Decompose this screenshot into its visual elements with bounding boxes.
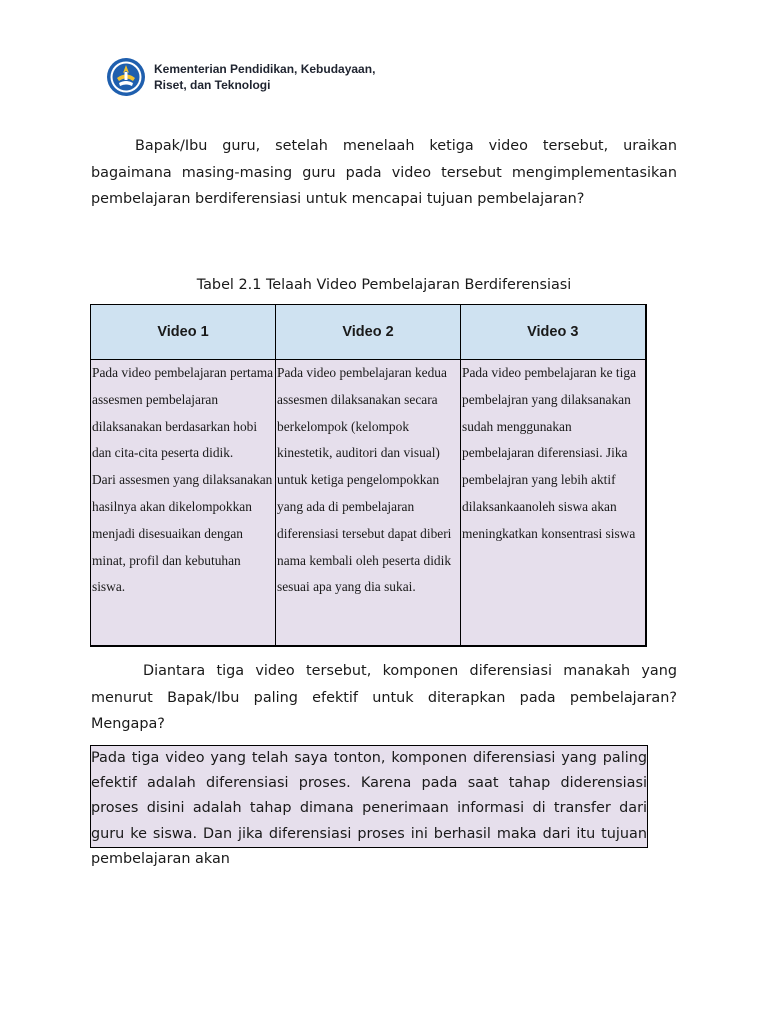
header-video-2: Video 2	[276, 305, 461, 360]
cell-video-2[interactable]: Pada video pembelajaran kedua assesmen dilaksanakan secara berkelompok (kelompok kinestetik, auditori dan visual) untuk ketiga pengelompokkan yang ada di pembelajaran diferensiasi tersebut dapat diberi nama kembali oleh peserta didik sesuai apa yang dia sukai.	[276, 360, 461, 647]
video-review-table	[90, 304, 647, 647]
header-video-3: Video 3	[461, 305, 646, 360]
organization-name-line1: Kementerian Pendidikan, Kebudayaan,	[154, 62, 376, 76]
intro-paragraph: Bapak/Ibu guru, setelah menelaah ketiga video tersebut, uraikan bagaimana masing-masing guru pada video tersebut mengimplementasikan pembelajaran berdiferensiasi untuk mencapai tujuan pembelajaran?	[91, 138, 677, 207]
table-header-row	[91, 305, 646, 360]
tut-wuri-handayani-logo-icon	[106, 57, 146, 97]
question-paragraph: Diantara tiga video tersebut, komponen diferensiasi manakah yang menurut Bapak/Ibu paling efektif untuk diterapkan pada pembelajaran? Mengapa?	[91, 663, 677, 732]
organization-name-line2: Riset, dan Teknologi	[154, 78, 271, 92]
table-row	[91, 360, 646, 647]
document-header	[106, 55, 375, 99]
organization-name	[154, 61, 375, 93]
table-caption: Tabel 2.1 Telaah Video Pembelajaran Berdiferensiasi	[196, 277, 572, 293]
cell-video-3[interactable]: Pada video pembelajaran ke tiga pembelajran yang dilaksanakan sudah menggunakan pembelajaran diferensiasi. Jika pembelajran yang lebih aktif dilaksankaanoleh siswa akan meningkatkan konsentrasi siswa	[461, 360, 646, 647]
answer-text: Pada tiga video yang telah saya tonton, komponen diferensiasi yang paling efektif adalah diferensiasi proses. Karena pada saat tahap diderensiasi proses disini adalah tahap dimana penerimaan informasi di transfer dari guru ke siswa. Dan jika diferensiasi proses ini berhasil maka dari itu tujuan pembelajaran akan	[91, 750, 647, 867]
answer-box[interactable]	[90, 745, 648, 867]
cell-video-1[interactable]: Pada video pembelajaran pertama assesmen pembelajaran dilaksanakan berdasarkan hobi dan cita-cita peserta didik. Dari assesmen yang dilaksanakan hasilnya akan dikelompokkan menjadi disesuaikan dengan minat, profil dan kebutuhan siswa.	[91, 360, 276, 647]
header-video-1: Video 1	[91, 305, 276, 360]
